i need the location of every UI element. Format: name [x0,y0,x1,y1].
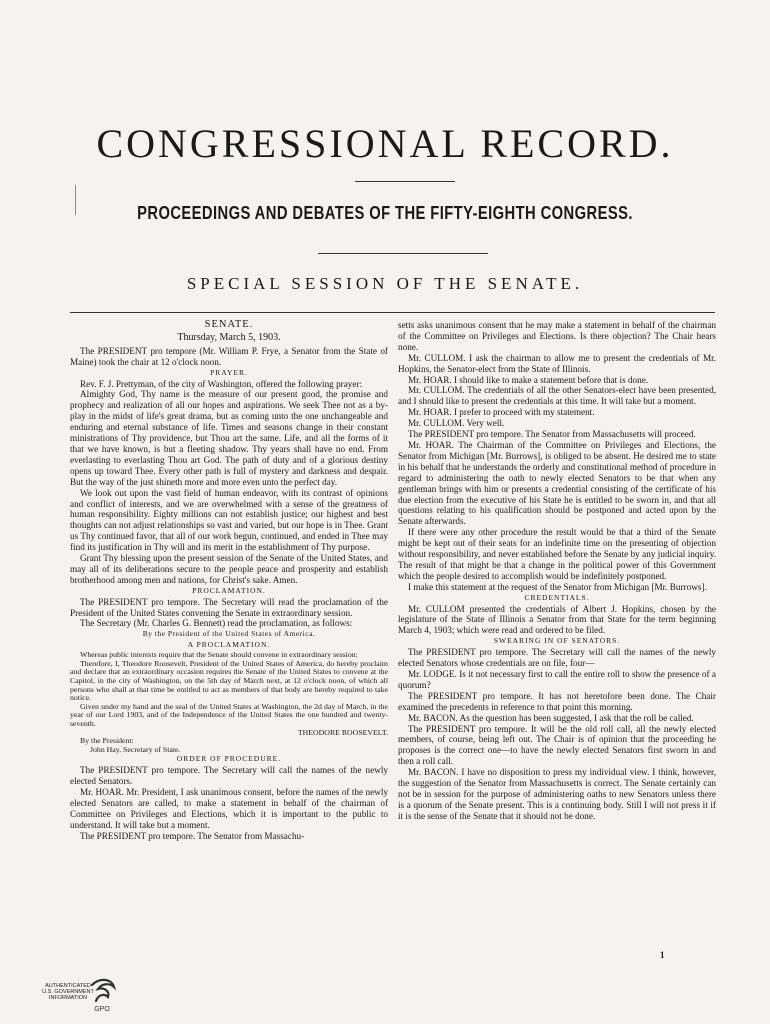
secretary-of-state: John Hay, Secretary of State. [90,744,181,754]
paragraph: The PRESIDENT pro tempore. The Secretary will call the names of the newly elected Senators whose credentials are on file, four— [398,647,716,669]
paragraph: Mr. HOAR. The Chairman of the Committee on Privileges and Elections, the Senator from Michigan [Mr. Burrows], is obliged to be absent. He desired me to state in his behalf that he understands the orderly and constitutional method of procedure in regard to administering the oath to newly elected Senators to be that when any gentleman brings with him or presents a credential consisting of the certificate of his due election from the executive of his State he is entitled to be sworn in, and that all questions relating to his qualification should be postponed and acted upon by the Senate afterwards. [398,439,716,527]
paragraph: Mr. HOAR. I prefer to proceed with my statement. [408,407,595,418]
gpo-label-line: U.S. GOVERNMENT [42,989,94,995]
paragraph: Mr. BACON. I have no disposition to press my individual view. I think, however, the suggestion of the Senator from Massachusetts is correct. The Senate certainly can not be in session for the purpose of administering oaths to new Senators unless there is a quorum of the Senate present. This is a continuing body. Still I will not press it if it is the sense of the Senate that it should not be done. [398,767,716,821]
paragraph: Mr. BACON. As the question has been suggested, I ask that the roll be called. [408,712,694,723]
paragraph: The PRESIDENT pro tempore. The Secretary will call the names of the newly elected Senators. [70,765,388,787]
gpo-label-line: AUTHENTICATED [45,983,91,989]
proclamation-heading: PROCLAMATION. [192,585,266,595]
paragraph: The Secretary (Mr. Charles G. Bennett) read the proclamation, as follows: [80,618,353,629]
prayer-heading: PRAYER. [210,367,248,377]
signature: THEODORE ROOSEVELT. [297,727,388,737]
margin-mark [75,185,76,215]
by-president: By the President: [80,736,134,746]
gpo-eagle-icon [88,975,118,1015]
order-heading: ORDER OF PROCEDURE. [176,754,282,764]
paragraph: If there were any other procedure the result would be that a third of the Senate might be kept out of their seats for an indefinite time on the presenting of objection without responsibility, and never established before the Senate by any judicial inquiry. The result of that might be that a change in the political power of this Government which the people desired to accomplish would be indefinitely postponed. [398,527,716,581]
masthead-subtitle: PROCEEDINGS AND DEBATES OF THE FIFTY-EIGHTH CONGRESS. [137,203,633,223]
paragraph: Mr. CULLOM. Very well. [408,418,505,429]
right-column [398,320,716,822]
left-column [70,320,388,842]
masthead-title: CONGRESSIONAL RECORD. [96,121,674,166]
senate-heading: SENATE. [204,319,254,330]
paragraph: The PRESIDENT pro tempore. The Senator from Massachusetts will proceed. [408,429,696,440]
paragraph: Mr. HOAR. Mr. President, I ask unanimous consent, before the names of the newly elected Senators are called, to make a statement in behalf of the chairman of Committee on Privileges and Elections, which it is important to the public to understand. It will take but a moment. [70,787,388,830]
paragraph: The PRESIDENT pro tempore. It will be the old roll call, all the newly elected members, of course, being left out. The Chair is of opinion that the proceeding he proposes is the correct one—to have the newly elected Senators first sworn in and then a roll call. [398,723,716,767]
paragraph: Grant Thy blessing upon the present session of the Senate of the United States, and may all of its deliberations secure to the people peace and prosperity and establish brotherhood among men and nations, for Christ's sake. Amen. [70,553,388,585]
paragraph: Mr. CULLOM. The credentials of all the other Senators-elect have been presented, and I should like to present the credentials at this time. It will take but a moment. [398,385,716,407]
session-title: SPECIAL SESSION OF THE SENATE. [186,274,584,293]
gpo-mark: GPO [94,1006,110,1013]
gpo-label-line: INFORMATION [48,995,88,1001]
session-date: Thursday, March 5, 1903. [177,331,281,343]
page-number: 1 [660,950,665,960]
title-rule [355,181,455,182]
paragraph: The PRESIDENT pro tempore. The Senator from Massachu- [80,830,305,841]
proclamation-subheading: A PROCLAMATION. [187,640,271,650]
proclamation-text: Therefore, I, Theodore Roosevelt, President of the United States of America, do hereby proclaim and declare that an extraordinary occasion requires the Senate of the United States to convene at the Capitol, in the city of Washington, on the 5th day of March next, at 12 o'clock noon, of which all persons who shall at that time be entitled to act as members of that body are hereby required to take notice. [70,658,388,703]
paragraph: The PRESIDENT pro tempore (Mr. William P. Frye, a Senator from the State of Maine) took the chair at 12 o'clock noon. [70,345,388,367]
credentials-heading: CREDENTIALS. [524,592,590,602]
swearing-heading: SWEARING IN OF SENATORS. [493,636,621,646]
proclamation-byline: By the President of the United States of America. [142,629,316,639]
paragraph: The PRESIDENT pro tempore. It has not heretofore been done. The Chair examined the precedents in reference to that point this morning. [398,690,716,712]
proclamation-text: Given under my hand and the seal of the United States at Washington, the 2d day of March, in the year of our Lord 1903, and of the Independence of the United States the one hundred and twenty-seventh. [70,701,388,728]
paragraph: The PRESIDENT pro tempore. The Secretary will read the proclamation of the President of the United States convening the Senate in extraordinary session. [70,596,388,618]
paragraph: Mr. HOAR. I should like to make a statement before that is done. [408,374,649,385]
subtitle-rule [318,253,488,254]
proclamation-text: Whereas public interests require that the Senate should convene in extraordinary session: [80,650,358,660]
gpo-authentication-logo [40,975,130,1015]
paragraph: Mr. CULLOM presented the credentials of Albert J. Hopkins, chosen by the legislature of the State of Illinois a Senator from that State for the term beginning March 4, 1903; which were read and ordered to be filed. [398,603,716,636]
paragraph: We look out upon the vast field of human endeavor, with its contrast of opinions and conflict of interests, and we are overwhelmed with a sense of the greatness of human responsibility. Eighty millions can not establish justice; our highest and best thoughts can not adjust relationships so vast and varied, but our hope is in Thee. Grant us Thy continued favor, that all of our work begun, continued, and ended in Thee may find its justification in Thy will and its merit in the establishment of Thy purpose. [70,487,388,553]
paragraph: setts asks unanimous consent that he may make a statement in behalf of the chairman of the Committee on Privileges and Elections. Is there objection? The Chair hears none. [398,320,716,352]
paragraph: Mr. CULLOM. I ask the chairman to allow me to present the credentials of Mr. Hopkins, the Senator-elect from the State of Illinois. [398,352,716,374]
paragraph: Mr. LODGE. Is it not necessary first to call the entire roll to show the presence of a quorum? [398,669,716,690]
paragraph: I make this statement at the request of the Senator from Michigan [Mr. Burrows]. [408,581,707,592]
column-rule [70,312,715,313]
paragraph: Rev. F. J. Prettyman, of the city of Washington, offered the following prayer: [80,378,363,389]
paragraph: Almighty God, Thy name is the measure of our present good, the promise and prophecy and realization of all our hopes and aspirations. We seek Thee not as a by-play in the midst of life's great drama, but as coming unto the one unchangeable and enduring and eternal substance of life. Times and seasons change in their constant ministrations of Thy providence, but Thou art the same. Life, and all the forms of it that we have known, is but a fleeting shadow. Thy years shall have no end. From everlasting to everlasting Thou art God. The path of duty and of a glorious destiny opens up toward Thee. Every other path is full of mystery and darkness and despair. But the way of the just shineth more and more even unto the perfect day. [70,389,388,487]
